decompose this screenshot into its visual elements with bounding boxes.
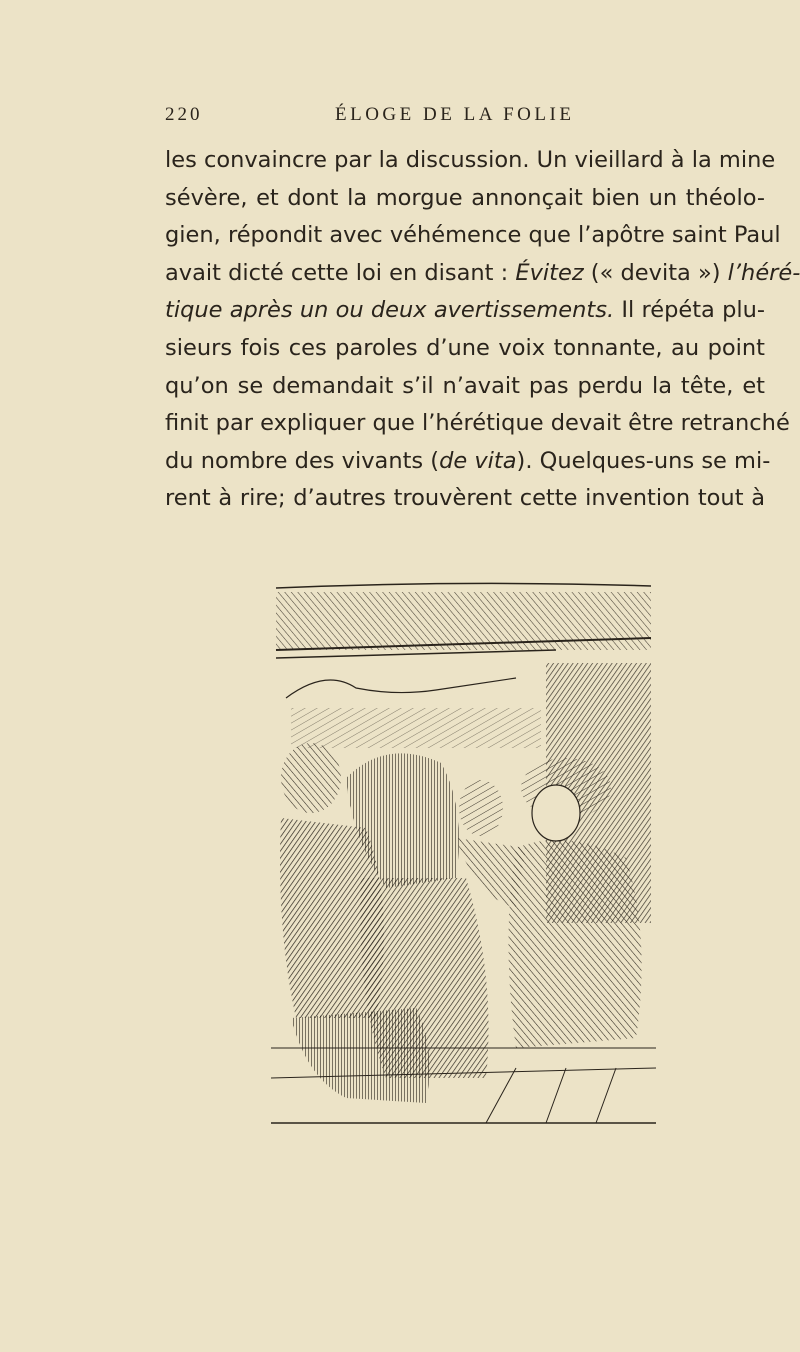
italic-span: tique après un ou deux avertissements. — [165, 297, 615, 324]
text-line: les convaincre par la discussion. Un vieillard à la mine — [165, 147, 776, 173]
text-span: du nombre des vivants ( — [165, 447, 440, 474]
page-number: 220 — [165, 104, 203, 125]
text-span: (« devita ») — [583, 259, 728, 286]
text-line — [165, 255, 800, 293]
body-paragraph — [165, 142, 800, 518]
text-span: ). Quelques-uns se mi- — [516, 447, 771, 474]
ceiling — [276, 583, 651, 658]
engraving-illustration — [266, 578, 661, 1133]
text-line: sévère, et dont la morgue annonçait bien un théolo- — [165, 184, 765, 211]
text-line: qu’on se demandait s’il n’avait pas perdu la tête, et — [165, 372, 765, 399]
text-span: Il répéta plu- — [614, 297, 765, 324]
text-line: rent à rire; d’autres trouvèrent cette invention tout à — [165, 485, 765, 512]
text-line: sieurs fois ces paroles d’une voix tonnante, au point — [165, 334, 765, 361]
italic-span: de vita — [439, 447, 517, 474]
text-line — [165, 292, 765, 330]
text-line — [165, 443, 771, 481]
text-span: avait dicté cette loi en disant : — [165, 259, 516, 286]
text-line: finit par expliquer que l’hérétique devait être retranché — [165, 410, 790, 437]
italic-span: Évitez — [515, 259, 584, 286]
running-title: ÉLOGE DE LA FOLIE — [335, 104, 575, 125]
italic-span: l’héré- — [727, 259, 800, 286]
text-line: gien, répondit avec véhémence que l’apôtre saint Paul — [165, 222, 781, 249]
